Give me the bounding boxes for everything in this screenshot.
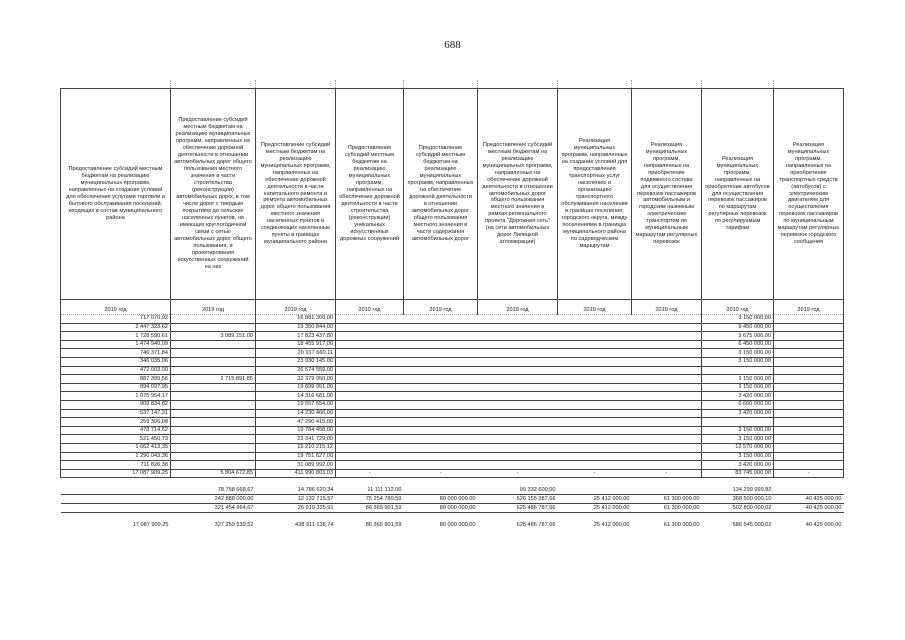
column-header-3: Предоставление субсидий местным бюджетам на реализацию муниципальных программ, направленных на обеспечение дорожной деятельности в части капитального ремонта и ремонта автомобильных дорог общего пользования местного значения населенных пунктов и соединяющих населенные пункты в границах муниципального района	[256, 89, 336, 300]
table-cell	[774, 400, 844, 409]
table-cell	[774, 452, 844, 461]
table-cell	[404, 315, 478, 324]
table-cell	[558, 400, 632, 409]
table-cell: 259 306,08	[61, 418, 171, 427]
spacer-row	[61, 513, 844, 522]
table-cell: 40 425 000,00	[774, 504, 844, 513]
table-cell: 894 097,95	[61, 383, 171, 392]
table-cell: 1 728 590,61	[61, 332, 171, 341]
table-cell	[171, 435, 256, 444]
table-row	[61, 349, 844, 358]
table-row	[61, 366, 844, 375]
spacer-row	[61, 478, 844, 487]
table-cell: 1 474 940,09	[61, 340, 171, 349]
table-cell	[774, 383, 844, 392]
table-cell	[558, 409, 632, 418]
table-cell	[171, 392, 256, 401]
table-cell	[404, 418, 478, 427]
table-cell	[774, 461, 844, 470]
table-cell: 19 350 844,00	[256, 323, 336, 332]
year-cell-5: 2019 год	[404, 300, 478, 315]
table-row	[61, 392, 844, 401]
table-cell	[632, 418, 702, 427]
table-row	[61, 461, 844, 470]
table-cell: -	[774, 469, 844, 478]
table-cell	[478, 349, 558, 358]
table-cell: 25 412 000,00	[558, 504, 632, 513]
table-cell	[478, 426, 558, 435]
table-cell	[558, 323, 632, 332]
table-cell: 17 823 437,80	[256, 332, 336, 341]
table-cell: 78 758 668,67	[171, 486, 256, 495]
table-cell	[632, 349, 702, 358]
table-cell	[404, 340, 478, 349]
table-cell: -	[558, 469, 632, 478]
table-cell	[774, 435, 844, 444]
budget-table	[60, 80, 844, 530]
table-cell	[702, 418, 774, 427]
table-cell: 99 332 600,00	[478, 486, 558, 495]
table-cell: 9 450 000,00	[702, 323, 774, 332]
table-cell	[478, 366, 558, 375]
table-cell	[558, 332, 632, 341]
table-cell	[558, 366, 632, 375]
table-cell: 3 150 000,00	[702, 383, 774, 392]
header-spacer-row	[61, 80, 844, 89]
table-cell: 3 089 151,00	[171, 332, 256, 341]
table-cell	[632, 392, 702, 401]
table-cell: 3 150 000,00	[702, 426, 774, 435]
table-cell	[478, 357, 558, 366]
table-cell: 19 751 627,00	[256, 452, 336, 461]
table-cell	[336, 400, 404, 409]
table-cell	[774, 349, 844, 358]
table-cell: 3 150 000,00	[702, 315, 774, 324]
table-cell	[61, 495, 171, 504]
table-cell: 40 425 000,00	[805, 522, 842, 529]
table-cell: 3 420 000,00	[702, 461, 774, 470]
table-cell	[336, 461, 404, 470]
column-header-5: Предоставление субсидий местным бюджетам на реализацию муниципальных программ, направленных на обеспечение дорожной деятельности в отношении автомобильных дорог общего пользования местного значения в части содержания автомобильных дорог	[404, 89, 478, 300]
table-cell	[336, 315, 404, 324]
table-cell: 61 300 000,00	[632, 504, 702, 513]
table-cell: 47 290 415,00	[256, 418, 336, 427]
table-cell	[774, 340, 844, 349]
table-cell	[632, 409, 702, 418]
table-cell	[61, 504, 171, 513]
column-header-6: Предоставление субсидий местным бюджетам на реализацию муниципальных программ, направленных на обеспечение дорожной деятельности в отношении автомобильных дорог общего пользования местного значения в рамках регионального проекта "Дорожная сеть" (на сети автомобильных дорог Липецкой агломерации)	[478, 89, 558, 300]
table-cell	[171, 340, 256, 349]
year-cell-1: 2019 год	[61, 300, 171, 315]
table-cell: 625 486 787,66	[516, 522, 556, 529]
table-cell	[774, 486, 844, 495]
table-cell: 502 800 000,02	[702, 504, 774, 513]
table-cell	[478, 340, 558, 349]
table-cell	[558, 349, 632, 358]
year-cell-7: 2019 год	[558, 300, 632, 315]
table-cell	[404, 349, 478, 358]
table-cell: 14 786 620,34	[256, 486, 336, 495]
table-cell: 14 316 681,00	[256, 392, 336, 401]
table-cell: 14 230 466,00	[256, 409, 336, 418]
table-cell: 80 000 000,00	[404, 495, 478, 504]
table-cell: 75 254 789,59	[336, 495, 404, 504]
year-cell-8: 2019 год	[632, 300, 702, 315]
table-cell	[774, 426, 844, 435]
table-cell	[171, 461, 256, 470]
table-cell: 472 003,00	[61, 366, 171, 375]
table-cell	[171, 426, 256, 435]
table-cell	[478, 383, 558, 392]
table-cell	[336, 383, 404, 392]
spacer-cell	[61, 478, 844, 487]
table-cell	[336, 357, 404, 366]
table-cell: 586 545 000,02	[732, 522, 772, 529]
table-cell	[336, 443, 404, 452]
table-cell	[478, 400, 558, 409]
table-cell: 80 000 000,00	[404, 504, 478, 513]
table-cell: 3 150 000,00	[702, 357, 774, 366]
table-cell	[171, 400, 256, 409]
table-cell	[632, 366, 702, 375]
table-row	[61, 435, 844, 444]
table-cell: 12 132 715,57	[256, 495, 336, 504]
table-cell: 537 147,31	[61, 409, 171, 418]
table-cell: 478 714,62	[61, 426, 171, 435]
table-cell: 17 087 909,25	[132, 522, 169, 529]
table-cell: 15 210 215,12	[256, 443, 336, 452]
table-cell: 438 911 138,74	[295, 522, 334, 529]
table-cell: 6 660 000,00	[702, 400, 774, 409]
table-cell	[171, 357, 256, 366]
table-cell	[478, 315, 558, 324]
table-cell	[478, 418, 558, 427]
table-cell	[632, 315, 702, 324]
table-cell	[478, 323, 558, 332]
table-cell	[61, 486, 171, 495]
table-cell	[404, 357, 478, 366]
table-cell	[478, 332, 558, 341]
table-cell: 909 834,82	[61, 400, 171, 409]
table-cell	[558, 375, 632, 384]
year-cell-10: 2019 год	[774, 300, 844, 315]
table-cell	[632, 332, 702, 341]
table-cell	[558, 452, 632, 461]
table-cell	[558, 392, 632, 401]
table-cell	[558, 383, 632, 392]
column-header-4: Предоставление субсидий местным бюджетам на реализацию муниципальных программ, направленных на обеспечение дорожной деятельности в части строительства (реконструкции) уникальных искусственных дорожных сооружений	[336, 89, 404, 300]
column-header-2: Предоставление субсидий местным бюджетам на реализацию муниципальных программ, направленных на обеспечение дорожной деятельности в отношении автомобильных дорог общего пользования местного значения в части строительства (реконструкции) автомобильных дорог, в том числе дорог с твердым покрытием до сельских населенных пунктов, не имеющих круглогодичной связи с сетью автомобильных дорог общего пользования, и проектирования искусственных сооружений на них	[171, 89, 256, 300]
table-cell: 887 399,56	[61, 375, 171, 384]
table-cell	[632, 461, 702, 470]
table-cell	[632, 400, 702, 409]
table-cell: 368 500 000,10	[702, 495, 774, 504]
table-row	[61, 452, 844, 461]
table-cell: 25 412 000,00	[593, 522, 630, 529]
table-cell: 1 075 954,17	[61, 392, 171, 401]
table-cell: 521 450,73	[61, 435, 171, 444]
table-cell	[404, 435, 478, 444]
table-cell: 2 715 891,85	[171, 375, 256, 384]
table-row	[61, 315, 844, 324]
table-cell	[558, 486, 632, 495]
table-cell	[632, 357, 702, 366]
table-cell	[336, 323, 404, 332]
table-cell	[774, 323, 844, 332]
table-cell	[404, 392, 478, 401]
table-cell	[632, 323, 702, 332]
table-cell: 242 888 000,00	[171, 495, 256, 504]
table-row	[61, 426, 844, 435]
table-cell: 327 259 539,52	[214, 522, 254, 529]
table-cell	[558, 426, 632, 435]
table-cell: 61 300 000,00	[663, 522, 700, 529]
table-cell: 40 425 000,00	[774, 495, 844, 504]
year-cell-9: 2019 год	[702, 300, 774, 315]
table-cell: 32 379 950,00	[256, 375, 336, 384]
table-cell	[404, 375, 478, 384]
table-cell	[774, 366, 844, 375]
table-cell: 61 300 000,00	[632, 495, 702, 504]
table-cell	[558, 461, 632, 470]
budget-table-sheet	[60, 80, 843, 530]
table-cell	[702, 366, 774, 375]
table-row	[61, 400, 844, 409]
table-cell	[404, 409, 478, 418]
column-header-1: Предоставление субсидий местным бюджетам на реализацию муниципальных программ, направленных на создание условий для обеспечения услугами торговли и бытового обслуживания поселений, входящих в состав муниципального района	[61, 89, 171, 300]
table-cell	[632, 383, 702, 392]
table-cell: 346 035,06	[61, 357, 171, 366]
table-cell: 3 150 000,00	[702, 349, 774, 358]
table-cell: 26 919 335,91	[256, 504, 336, 513]
table-cell: 20 917 660,11	[256, 349, 336, 358]
table-cell	[774, 418, 844, 427]
table-cell: 6 450 000,00	[702, 340, 774, 349]
table-cell	[336, 452, 404, 461]
table-cell	[774, 332, 844, 341]
table-cell	[478, 435, 558, 444]
table-cell	[558, 315, 632, 324]
table-cell: 18 455 917,00	[256, 340, 336, 349]
table-cell	[632, 486, 702, 495]
table-cell: 19 699 951,00	[256, 383, 336, 392]
table-cell	[558, 357, 632, 366]
year-cell-2: 2019 год	[171, 300, 256, 315]
grand-total-row	[61, 521, 844, 530]
table-cell	[336, 435, 404, 444]
table-cell: 23 930 145,00	[256, 357, 336, 366]
table-cell: 711 826,38	[61, 461, 171, 470]
table-row	[61, 409, 844, 418]
table-row	[61, 323, 844, 332]
table-cell	[404, 426, 478, 435]
table-cell	[478, 392, 558, 401]
table-cell: 23 341 729,00	[256, 435, 336, 444]
table-cell	[336, 375, 404, 384]
table-cell: -	[404, 469, 478, 478]
table-cell	[404, 461, 478, 470]
table-cell	[404, 332, 478, 341]
table-cell: 411 990 803,03	[256, 469, 336, 478]
table-cell: -	[632, 469, 702, 478]
table-row	[61, 340, 844, 349]
table-cell: 134 299 999,82	[702, 486, 774, 495]
subtotal-row	[61, 469, 844, 478]
table-cell: 1 290 043,36	[61, 452, 171, 461]
table-cell: 25 412 000,00	[558, 495, 632, 504]
table-cell: 625 486 787,66	[478, 504, 558, 513]
table-cell: 3 150 000,00	[702, 435, 774, 444]
table-cell	[774, 443, 844, 452]
table-cell	[404, 443, 478, 452]
table-cell	[774, 357, 844, 366]
table-cell	[632, 375, 702, 384]
table-cell	[336, 409, 404, 418]
table-cell: 26 574 559,00	[256, 366, 336, 375]
table-row	[61, 332, 844, 341]
year-row	[61, 300, 844, 315]
table-cell	[404, 366, 478, 375]
table-cell	[558, 435, 632, 444]
table-cell: 86 365 901,59	[336, 504, 404, 513]
table-row	[61, 357, 844, 366]
table-cell: 80 000 000,00	[439, 522, 476, 529]
table-cell	[171, 349, 256, 358]
table-cell	[336, 418, 404, 427]
column-header-7: Реализация муниципальных программ, направленных на создание условий для предоставления транспортных услуг населению и организацию транспортного обслуживания населения в границах поселения, городского округа, между поселениями в границах муниципального района по садоводческим маршрутам	[558, 89, 632, 300]
table-cell: 19 784 458,00	[256, 426, 336, 435]
table-cell	[171, 315, 256, 324]
table-cell: 746 371,84	[61, 349, 171, 358]
table-cell: -	[478, 469, 558, 478]
year-cell-4: 2019 год	[336, 300, 404, 315]
table-cell	[404, 383, 478, 392]
table-row	[61, 418, 844, 427]
table-cell	[632, 435, 702, 444]
table-cell: 3 150 000,00	[702, 452, 774, 461]
table-cell	[478, 409, 558, 418]
table-cell	[336, 392, 404, 401]
table-cell	[632, 340, 702, 349]
year-cell-6: 2019 год	[478, 300, 558, 315]
table-cell: 321 454 664,67	[171, 504, 256, 513]
table-cell: 717 070,92	[61, 315, 171, 324]
spacer-cell	[61, 513, 844, 522]
column-header-10: Реализация муниципальных программ, направленных на приобретение транспортных средств (автобусов) с электрическим двигателем для осуществления перевозок пассажиров по муниципальным маршрутам регулярных перевозок городского сообщения	[774, 89, 844, 300]
table-cell	[478, 443, 558, 452]
column-header-8: Реализация муниципальных программ, направленных на приобретение подвижного состава для осуществления перевозок пассажиров автомобильным и городским наземным электрическим транспортом по муниципальным маршрутам регулярных перевозок	[632, 89, 702, 300]
table-cell	[558, 340, 632, 349]
table-cell	[404, 400, 478, 409]
total-row	[61, 504, 844, 513]
table-cell: 3 420 000,00	[702, 409, 774, 418]
table-cell: 526 155 287,66	[478, 495, 558, 504]
table-cell	[336, 332, 404, 341]
table-row	[61, 443, 844, 452]
table-cell: -	[336, 469, 404, 478]
table-cell	[774, 375, 844, 384]
table-cell: 19 557 654,00	[256, 400, 336, 409]
column-header-row	[61, 89, 844, 300]
table-row	[61, 383, 844, 392]
table-cell	[171, 366, 256, 375]
table-cell: 2 447 323,62	[61, 323, 171, 332]
table-cell: 16 881 300,00	[256, 315, 336, 324]
table-cell: 3 150 000,00	[702, 375, 774, 384]
table-cell	[478, 452, 558, 461]
table-cell	[632, 452, 702, 461]
table-cell: 5 804 672,85	[171, 469, 256, 478]
table-cell: 86 365 901,59	[365, 522, 402, 529]
table-cell	[558, 443, 632, 452]
table-cell: 83 745 000,00	[702, 469, 774, 478]
page-number: 688	[444, 39, 461, 51]
table-cell	[171, 409, 256, 418]
year-cell-3: 2019 год	[256, 300, 336, 315]
table-cell	[632, 426, 702, 435]
table-cell	[632, 443, 702, 452]
table-cell	[774, 315, 844, 324]
table-cell	[171, 323, 256, 332]
table-cell: 11 111 112,00	[336, 486, 404, 495]
table-cell	[336, 426, 404, 435]
table-cell: 12 570 000,00	[702, 443, 774, 452]
table-cell	[171, 452, 256, 461]
table-cell	[774, 392, 844, 401]
table-cell	[171, 418, 256, 427]
table-cell	[404, 323, 478, 332]
table-cell	[404, 486, 478, 495]
table-cell: 31 089 992,00	[256, 461, 336, 470]
total-row	[61, 495, 844, 504]
table-cell	[171, 443, 256, 452]
table-cell: 3 420 000,00	[702, 392, 774, 401]
table-cell: 9 675 000,00	[702, 332, 774, 341]
table-cell	[336, 340, 404, 349]
total-row	[61, 486, 844, 495]
column-header-9: Реализация муниципальных программ, направленных на приобретение автобусов для осуществления перевозок пассажиров по маршрутам регулярных перевозок по регулируемым тарифам	[702, 89, 774, 300]
table-cell	[336, 366, 404, 375]
table-cell	[336, 349, 404, 358]
table-cell	[558, 418, 632, 427]
table-row	[61, 375, 844, 384]
table-cell	[478, 461, 558, 470]
table-cell: 1 662 413,35	[61, 443, 171, 452]
table-cell	[171, 383, 256, 392]
table-cell	[478, 375, 558, 384]
table-cell	[404, 452, 478, 461]
table-cell: 17 087 909,25	[61, 469, 171, 478]
table-cell	[774, 409, 844, 418]
